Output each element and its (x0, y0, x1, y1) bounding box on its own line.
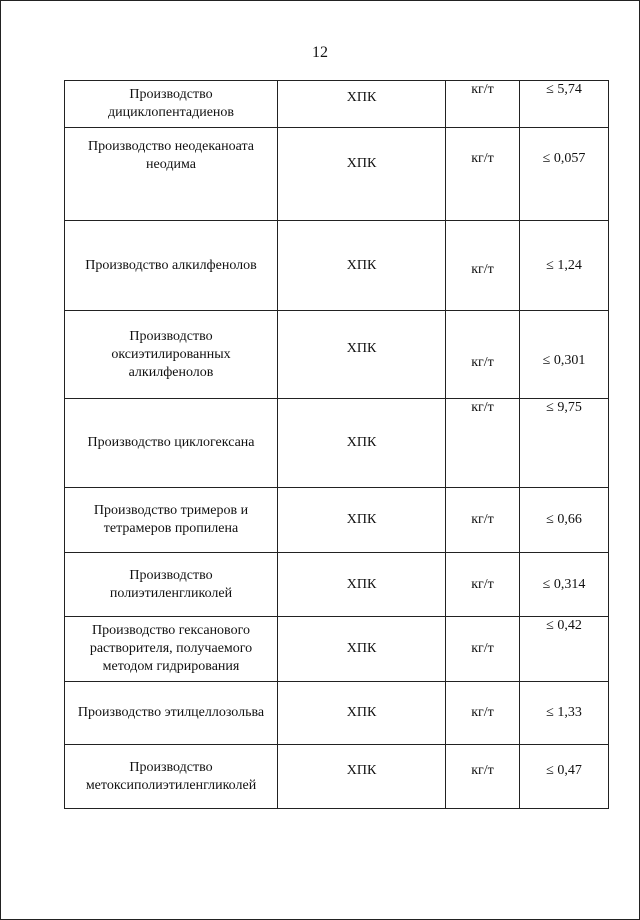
indicator-text: ХПК (346, 762, 377, 778)
table-row (65, 617, 609, 682)
production-name-cell (65, 488, 278, 553)
production-name-text: Производство неодеканоата неодима (87, 139, 254, 172)
production-name-cell (65, 745, 278, 809)
indicator-text: ХПК (346, 90, 377, 105)
unit-cell: кг/т (446, 488, 520, 553)
page-number: 12 (312, 44, 328, 61)
value-cell: ≤ 0,42 (520, 617, 609, 682)
unit-cell: кг/т (446, 81, 520, 128)
value-cell: ≤ 1,33 (520, 682, 609, 745)
unit-text: кг/т (471, 762, 494, 778)
production-name-cell: Производство циклогексана (65, 399, 278, 488)
indicator-text: ХПК (346, 340, 377, 356)
indicator-cell (278, 128, 446, 221)
indicator-cell (278, 311, 446, 399)
table-row (65, 221, 609, 311)
indicator-cell: ХПК (278, 617, 446, 682)
table-row (65, 128, 609, 221)
indicator-cell: ХПК (278, 399, 446, 488)
table-row (65, 553, 609, 617)
production-name-text: Производство метоксиполиэтиленгликолей (85, 759, 257, 793)
value-text: ≤ 0,47 (546, 762, 582, 778)
production-name-text: Производство полиэтиленгликолей (109, 567, 233, 601)
production-name-cell: Производство алкилфенолов (65, 221, 278, 311)
value-cell (520, 311, 609, 399)
production-name-text: Производство гексанового растворителя, получаемого методом гидрирования (89, 623, 253, 674)
emissions-table (64, 80, 609, 809)
unit-cell (446, 221, 520, 311)
table-row (65, 399, 609, 488)
value-cell (520, 128, 609, 221)
table-row (65, 488, 609, 553)
unit-cell (446, 311, 520, 399)
production-name-text: Производство тримеров и тетрамеров пропилена (93, 503, 249, 536)
indicator-text: ХПК (346, 156, 377, 171)
indicator-cell: ХПК (278, 221, 446, 311)
indicator-cell: ХПК (278, 488, 446, 553)
indicator-cell (278, 81, 446, 128)
value-cell (520, 745, 609, 809)
production-name-cell (65, 128, 278, 221)
unit-text: кг/т (471, 151, 494, 166)
value-cell: ≤ 9,75 (520, 399, 609, 488)
table-row (65, 682, 609, 745)
unit-cell: кг/т (446, 682, 520, 745)
production-name-text: Производство оксиэтилированных алкилфенолов (111, 328, 231, 380)
value-text: ≤ 0,057 (542, 151, 586, 166)
table-row (65, 745, 609, 809)
value-cell: ≤ 5,74 (520, 81, 609, 128)
value-cell: ≤ 0,314 (520, 553, 609, 617)
table-row (65, 311, 609, 399)
unit-cell: кг/т (446, 617, 520, 682)
production-name-cell (65, 311, 278, 399)
table-row (65, 81, 609, 128)
value-cell: ≤ 1,24 (520, 221, 609, 311)
unit-text: кг/т (471, 354, 494, 370)
production-name-cell (65, 553, 278, 617)
production-name-cell: Производство дициклопентадиенов (65, 81, 278, 128)
value-cell: ≤ 0,66 (520, 488, 609, 553)
unit-cell (446, 745, 520, 809)
unit-cell: кг/т (446, 399, 520, 488)
indicator-cell: ХПК (278, 553, 446, 617)
value-text: ≤ 0,301 (542, 352, 586, 368)
indicator-cell: ХПК (278, 682, 446, 745)
unit-text: кг/т (471, 261, 494, 277)
production-name-cell: Производство этилцеллозольва (65, 682, 278, 745)
production-name-cell (65, 617, 278, 682)
unit-cell (446, 128, 520, 221)
unit-cell: кг/т (446, 553, 520, 617)
indicator-cell (278, 745, 446, 809)
